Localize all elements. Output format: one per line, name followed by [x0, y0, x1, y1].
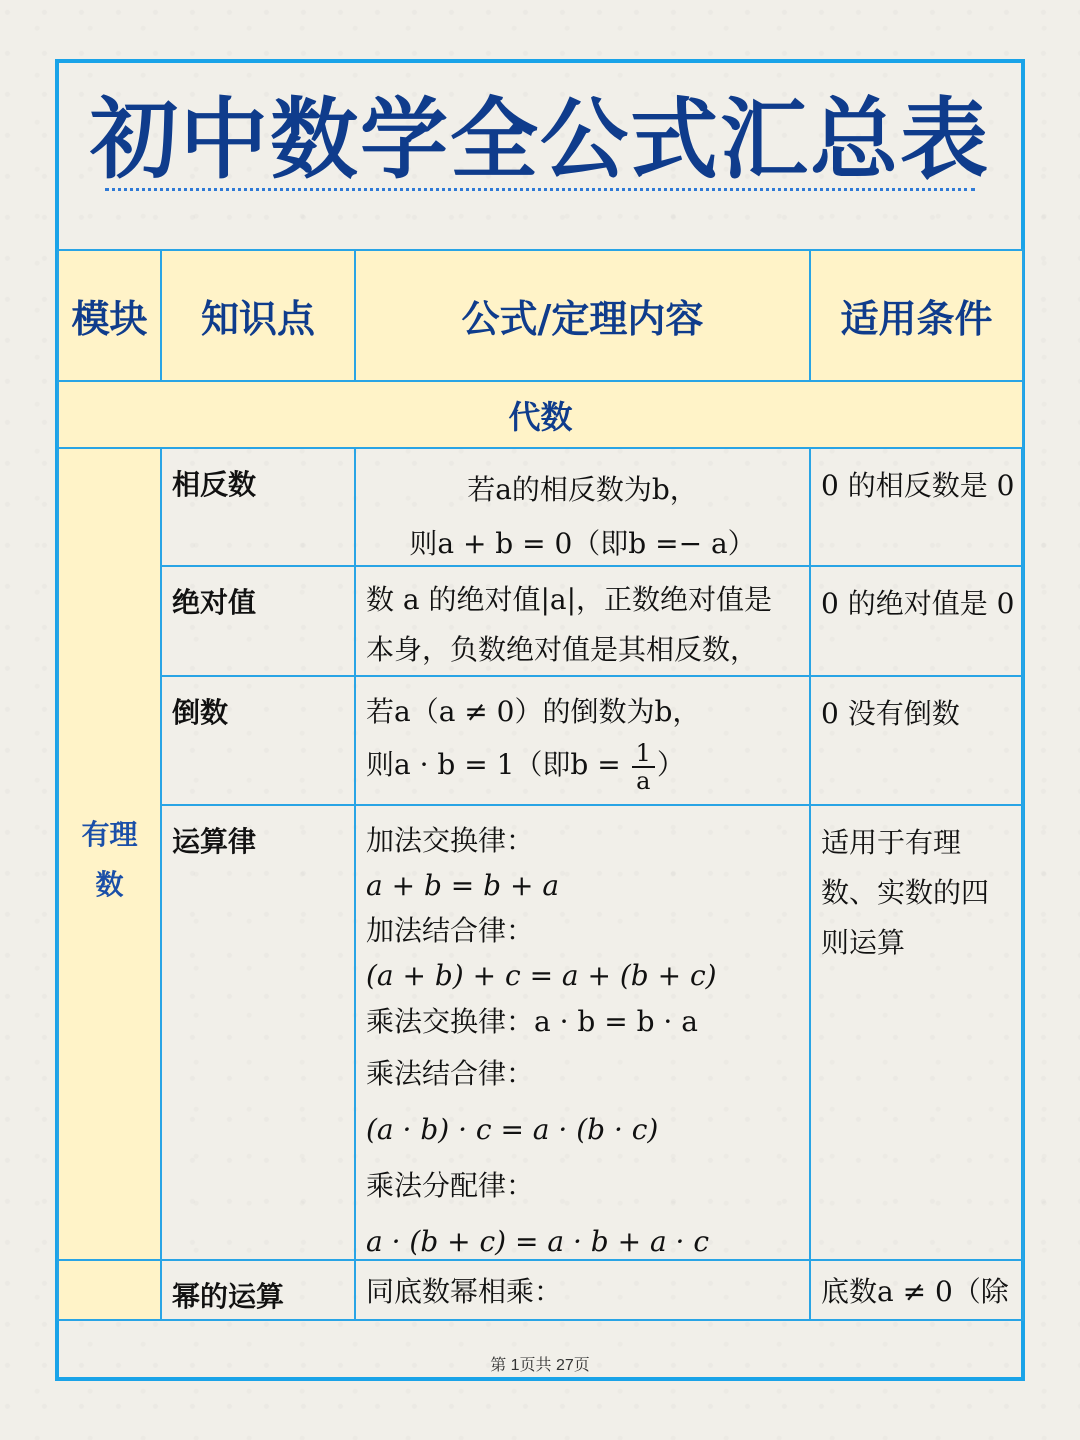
content-line: 则a + b = 0（即b =− a）: [409, 527, 756, 560]
module-label: [57, 810, 162, 910]
content-line: 乘法结合律：: [366, 1057, 535, 1090]
content-reciprocal: [354, 675, 811, 806]
content-line: 加法交换律：: [366, 824, 535, 857]
content-opposite: [354, 447, 811, 567]
header-content: 公式/定理内容: [354, 249, 811, 382]
condition-opposite: [809, 447, 1024, 567]
condition-line: 则运算: [821, 926, 906, 959]
fraction-numerator: 1: [632, 740, 655, 768]
condition-powers: [809, 1259, 1024, 1321]
content-line: (a · b) · c = a · (b · c): [366, 1113, 659, 1146]
content-line: 乘法交换律：a · b = b · a: [366, 1005, 698, 1038]
content-line: 若a（a ≠ 0）的倒数为b，: [366, 695, 701, 728]
topic-opposite: 相反数: [160, 447, 356, 567]
content-text: ）: [656, 748, 685, 781]
content-line: 本身，负数绝对值是其相反数，: [366, 633, 759, 666]
topic-laws: 运算律: [160, 804, 356, 1261]
section-algebra: 代数: [57, 380, 1024, 449]
module-label-line2: 数: [95, 868, 124, 901]
header-condition: 适用条件: [809, 249, 1024, 382]
header-module: 模块: [57, 249, 162, 382]
module-label-line1: 有理: [81, 818, 138, 851]
condition-line: 适用于有理: [821, 826, 962, 859]
content-line: 若a的相反数为b，: [467, 473, 698, 506]
topic-absolute: 绝对值: [160, 565, 356, 677]
content-line: 数 a 的绝对值|a|，正数绝对值是: [366, 583, 773, 616]
fraction: [632, 740, 655, 794]
condition-line: 0 的相反数是 0: [821, 469, 1015, 502]
header-topic: 知识点: [160, 249, 356, 382]
content-line: [366, 737, 809, 794]
content-laws: [354, 804, 811, 1261]
title-underline: [105, 188, 975, 191]
content-powers: [354, 1259, 811, 1321]
condition-line: 0 的绝对值是 0: [821, 587, 1015, 620]
topic-powers: 幂的运算: [160, 1259, 356, 1321]
content-line: a · (b + c) = a · b + a · c: [366, 1225, 710, 1258]
fraction-denominator: a: [636, 766, 651, 795]
condition-absolute: [809, 565, 1024, 677]
condition-line: 底数a ≠ 0（除: [821, 1275, 1009, 1308]
content-line: a + b = b + a: [366, 869, 560, 902]
content-line: 乘法分配律：: [366, 1169, 535, 1202]
condition-line: 0 没有倒数: [821, 697, 960, 730]
page-footer: 第 1页共 27页: [490, 1357, 590, 1374]
condition-line: 数、实数的四: [821, 876, 990, 909]
topic-reciprocal: 倒数: [160, 675, 356, 806]
content-line: 加法结合律：: [366, 914, 535, 947]
content-line: (a + b) + c = a + (b + c): [366, 959, 717, 992]
content-line: 同底数幂相乘：: [366, 1275, 563, 1308]
content-text: 则a · b = 1（即b =: [366, 748, 630, 781]
module-cell-next: [57, 1259, 162, 1321]
condition-reciprocal: [809, 675, 1024, 806]
content-absolute: [354, 565, 811, 677]
condition-laws: [809, 804, 1024, 1261]
page-title: 初中数学全公式汇总表: [89, 88, 990, 191]
